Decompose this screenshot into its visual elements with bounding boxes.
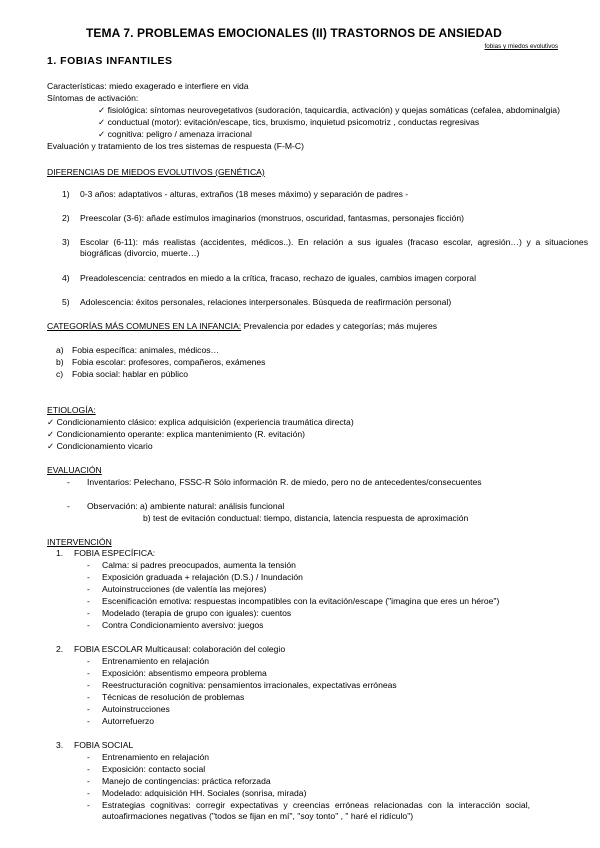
intervention-item: Autoinstrucciones (de valentía las mejores) <box>102 584 267 594</box>
dash: - <box>87 608 90 618</box>
list-number: a) <box>56 345 64 355</box>
sintomas-line: Síntomas de activación: <box>47 93 139 103</box>
check-item: ✓ cognitiva: peligro / amenaza irracional <box>98 129 252 139</box>
list-number: c) <box>56 369 64 379</box>
group-number: 2. <box>56 644 64 654</box>
dash: - <box>87 668 90 678</box>
section-heading: 1. FOBIAS INFANTILES <box>47 55 173 67</box>
dash: - <box>67 501 70 511</box>
intervention-item: Contra Condicionamiento aversivo: juegos <box>102 620 264 630</box>
dash: - <box>87 680 90 690</box>
intervention-item: Técnicas de resolución de problemas <box>102 692 245 702</box>
list-number: 1) <box>62 189 70 199</box>
categorias-subtitle: Prevalencia por edades y categorías; más mujeres <box>241 321 438 331</box>
observacion-line: b) test de evitación conductual: tiempo, distancia, latencia respuesta de aproximación <box>143 513 469 523</box>
group-number: 1. <box>56 548 64 558</box>
dash: - <box>87 788 90 798</box>
intervention-item: Entrenamiento en relajación <box>102 656 210 666</box>
check-item: ✓ conductual (motor): evitación/escape, tics, bruxismo, inquietud psicomotriz , conductas regresivas <box>98 117 480 127</box>
dash: - <box>87 656 90 666</box>
intervention-item: Estrategias cognitivas: corregir expectativas y creencias erróneas relacionadas con la interacción social, autoafirmaciones negativas ("todos se fijan en mí", "soy tonto" , " haré el ridículo") <box>102 800 530 821</box>
dash: - <box>87 620 90 630</box>
list-item: Preadolescencia: centrados en miedo a la crítica, fracaso, rechazo de iguales, cambios imagen corporal <box>80 273 477 283</box>
group-title: FOBIA ESCOLAR Multicausal: colaboración del colegio <box>74 644 286 654</box>
intervention-item: Manejo de contingencias: práctica reforzada <box>102 776 271 786</box>
intervention-item: Exposición: contacto social <box>102 764 206 774</box>
group-title: FOBIA SOCIAL <box>74 740 134 750</box>
list-number: 4) <box>62 273 70 283</box>
intervention-item: Autoinstrucciones <box>102 704 170 714</box>
intervention-item: Escenificación emotiva: respuestas incompatibles con la evitación/escape ("imagina que eres un héroe") <box>102 596 500 606</box>
diferencias-heading: DIFERENCIAS DE MIEDOS EVOLUTIVOS (GENÉTICA) <box>47 167 265 177</box>
dash: - <box>87 572 90 582</box>
list-item: Fobia social: hablar en público <box>72 369 189 379</box>
dash: - <box>87 704 90 714</box>
check-item: ✓ fisiológica: síntomas neurovegetativos (sudoración, taquicardia, activación) y quejas somáticas (cefalea, abdominalgia) <box>98 105 560 115</box>
dash: - <box>87 716 90 726</box>
dash: - <box>87 560 90 570</box>
intervention-item: Modelado (terapia de grupo con iguales): cuentos <box>102 608 292 618</box>
dash: - <box>87 692 90 702</box>
etiologia-item: ✓ Condicionamiento clásico: explica adquisición (experiencia traumática directa) <box>47 417 354 427</box>
dash: - <box>87 776 90 786</box>
evaluacion-heading: EVALUACIÓN <box>47 465 102 475</box>
list-item: Escolar (6-11): más realistas (accidentes, médicos..). En relación a sus iguales (fracaso escolar, agresión…) y a situaciones biográficas (divorcio, muerte…) <box>80 237 588 258</box>
etiologia-item: ✓ Condicionamiento operante: explica mantenimiento (R. evitación) <box>47 429 305 439</box>
list-item: Fobia específica: animales, médicos… <box>72 345 220 355</box>
categorias-heading: CATEGORÍAS MÁS COMUNES EN LA INFANCIA: <box>47 321 242 331</box>
list-item: Preescolar (3-6): añade estímulos imaginarios (monstruos, oscuridad, fantasmas, personajes ficción) <box>80 213 465 223</box>
intervention-item: Modelado: adquisición HH. Sociales (sonrisa, mirada) <box>102 788 307 798</box>
list-item: Fobia escolar: profesores, compañeros, exámenes <box>72 357 266 367</box>
page-title: TEMA 7. PROBLEMAS EMOCIONALES (II) TRASTORNOS DE ANSIEDAD <box>86 26 502 40</box>
dash: - <box>87 584 90 594</box>
dash: - <box>87 596 90 606</box>
dash: - <box>87 764 90 774</box>
corner-tag: fobias y miedos evolutivos <box>484 43 558 50</box>
intervencion-heading: INTERVENCIÓN <box>47 537 112 547</box>
intervention-item: Entrenamiento en relajación <box>102 752 210 762</box>
list-item: 0-3 años: adaptativos - alturas, extraños (18 meses máximo) y separación de padres - <box>80 189 409 199</box>
observacion-line: Observación: a) ambiente natural: análisis funcional <box>87 501 285 511</box>
group-number: 3. <box>56 740 64 750</box>
list-number: 3) <box>62 237 70 247</box>
evaluacion-line: Evaluación y tratamiento de los tres sistemas de respuesta (F-M-C) <box>47 141 304 151</box>
inventarios-line: Inventarios: Pelechano, FSSC-R Sólo información R. de miedo, pero no de antecedentes/consecuentes <box>87 477 482 487</box>
list-number: 5) <box>62 297 70 307</box>
list-number: 2) <box>62 213 70 223</box>
etiologia-heading: ETIOLOGÍA: <box>47 405 96 415</box>
intervention-item: Exposición graduada + relajación (D.S.) / Inundación <box>102 572 303 582</box>
list-item: Adolescencia: éxitos personales, relaciones interpersonales. Búsqueda de reafirmación personal) <box>80 297 452 307</box>
intervention-item: Exposición: absentismo empeora problema <box>102 668 267 678</box>
intervention-item: Calma: si padres preocupados, aumenta la tensión <box>102 560 296 570</box>
dash: - <box>87 800 90 810</box>
categorias-line <box>47 321 437 332</box>
intervention-item: Autorrefuerzo <box>102 716 155 726</box>
group-title: FOBIA ESPECÍFICA: <box>74 548 156 558</box>
dash: - <box>87 752 90 762</box>
intervention-item: Reestructuración cognitiva: pensamientos irracionales, expectativas erróneas <box>102 680 397 690</box>
list-number: b) <box>56 357 64 367</box>
caracteristicas-line: Características: miedo exagerado e interfiere en vida <box>47 81 249 91</box>
dash: - <box>67 477 70 487</box>
etiologia-item: ✓ Condicionamiento vicario <box>47 441 153 451</box>
